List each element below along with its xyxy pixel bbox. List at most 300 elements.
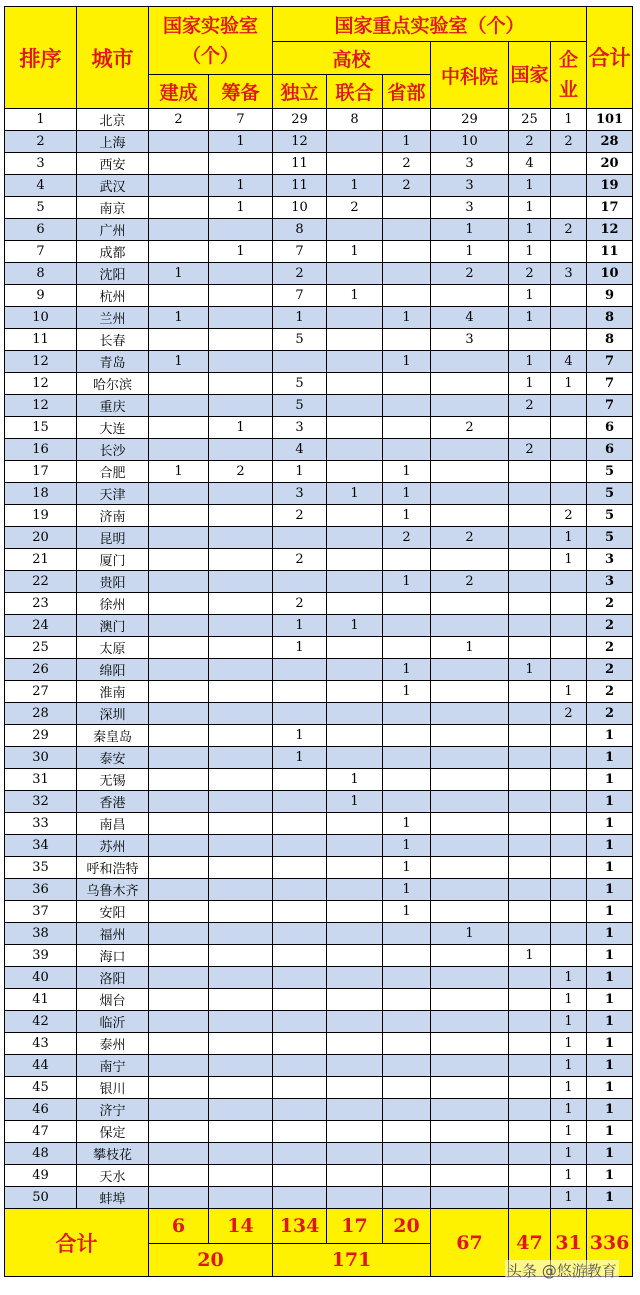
cell-independent: 1 [273,307,327,329]
cell-cas [431,461,509,483]
cell-city: 徐州 [77,593,149,615]
cell-enterprise [551,879,587,901]
cell-national [509,769,551,791]
table-row [5,131,633,153]
cell-city: 长沙 [77,439,149,461]
cell-joint [327,747,383,769]
cell-city: 苏州 [77,835,149,857]
table-row [5,395,633,417]
cell-independent: 3 [273,483,327,505]
cell-joint [327,1077,383,1099]
cell-rank: 31 [5,769,77,791]
cell-built [149,637,209,659]
cell-enterprise: 1 [551,989,587,1011]
cell-enterprise [551,395,587,417]
cell-provincial: 1 [383,461,431,483]
header-enterprise: 企业 [551,42,587,109]
table-row [5,527,633,549]
cell-rank: 19 [5,505,77,527]
cell-joint [327,813,383,835]
cell-cas: 3 [431,153,509,175]
cell-rank: 10 [5,307,77,329]
cell-total: 1 [587,791,633,813]
cell-total: 3 [587,549,633,571]
cell-independent [273,1011,327,1033]
cell-cas: 2 [431,417,509,439]
cell-built [149,989,209,1011]
cell-national: 2 [509,395,551,417]
cell-city: 天水 [77,1165,149,1187]
cell-national [509,857,551,879]
cell-cas [431,747,509,769]
cell-preparing [209,593,273,615]
cell-enterprise [551,747,587,769]
cell-built [149,219,209,241]
footer-joint: 17 [327,1209,383,1244]
cell-provincial [383,1165,431,1187]
cell-preparing [209,813,273,835]
cell-preparing [209,527,273,549]
cell-provincial [383,769,431,791]
cell-built [149,1143,209,1165]
cell-independent [273,857,327,879]
cell-national [509,615,551,637]
table-row [5,417,633,439]
cell-national [509,1121,551,1143]
cell-total: 8 [587,329,633,351]
cell-total: 5 [587,461,633,483]
cell-city: 成都 [77,241,149,263]
cell-cas [431,285,509,307]
cell-city: 合肥 [77,461,149,483]
cell-provincial [383,373,431,395]
header-city: 城市 [77,7,149,109]
cell-built [149,901,209,923]
cell-enterprise: 1 [551,1055,587,1077]
cell-independent: 1 [273,725,327,747]
cell-enterprise [551,175,587,197]
cell-total: 19 [587,175,633,197]
cell-rank: 22 [5,571,77,593]
cell-provincial: 2 [383,175,431,197]
cell-enterprise [551,857,587,879]
table-row [5,901,633,923]
cell-total: 1 [587,769,633,791]
cell-city: 海口 [77,945,149,967]
table-row [5,593,633,615]
header-independent: 独立 [273,75,327,109]
cell-independent: 4 [273,439,327,461]
cell-cas: 10 [431,131,509,153]
cell-city: 秦皇岛 [77,725,149,747]
cell-national: 1 [509,307,551,329]
cell-city: 天津 [77,483,149,505]
cell-provincial [383,989,431,1011]
cell-cas [431,967,509,989]
cell-total: 1 [587,989,633,1011]
cell-cas: 3 [431,197,509,219]
cell-total: 5 [587,483,633,505]
cell-independent [273,703,327,725]
table-row [5,989,633,1011]
cell-city: 北京 [77,109,149,131]
cell-enterprise [551,197,587,219]
cell-provincial [383,109,431,131]
cell-enterprise [551,417,587,439]
cell-joint [327,153,383,175]
cell-national [509,1055,551,1077]
cell-total: 1 [587,1077,633,1099]
cell-total: 8 [587,307,633,329]
table-row [5,747,633,769]
table-row [5,703,633,725]
cell-provincial [383,1143,431,1165]
cell-provincial [383,329,431,351]
cell-rank: 40 [5,967,77,989]
cell-independent: 2 [273,593,327,615]
header-national-lab: 国家实验室（个） [149,7,273,75]
cell-rank: 28 [5,703,77,725]
cell-preparing [209,835,273,857]
cell-preparing [209,857,273,879]
cell-independent [273,659,327,681]
table-row [5,637,633,659]
cell-joint [327,549,383,571]
table-row [5,197,633,219]
table-row [5,945,633,967]
cell-built: 1 [149,307,209,329]
cell-total: 7 [587,351,633,373]
cell-national [509,1077,551,1099]
cell-independent: 2 [273,549,327,571]
table-row [5,1143,633,1165]
cell-provincial [383,241,431,263]
header-key-lab: 国家重点实验室（个） [273,7,587,42]
cell-built [149,1165,209,1187]
cell-independent [273,571,327,593]
cell-independent: 2 [273,505,327,527]
cell-enterprise [551,461,587,483]
cell-enterprise [551,593,587,615]
cell-preparing: 1 [209,241,273,263]
cell-cas [431,769,509,791]
cell-built [149,285,209,307]
cell-city: 济南 [77,505,149,527]
cell-joint [327,703,383,725]
cell-city: 蚌埠 [77,1187,149,1209]
cell-cas [431,989,509,1011]
cell-preparing [209,1099,273,1121]
cell-cas [431,505,509,527]
cell-cas: 1 [431,637,509,659]
cell-cas [431,879,509,901]
cell-joint: 8 [327,109,383,131]
cell-total: 5 [587,505,633,527]
footer-label: 合计 [5,1209,149,1277]
cell-enterprise [551,307,587,329]
cell-built [149,945,209,967]
cell-city: 厦门 [77,549,149,571]
cell-provincial [383,593,431,615]
cell-provincial [383,1077,431,1099]
cell-city: 临沂 [77,1011,149,1033]
cell-built [149,791,209,813]
cell-preparing [209,285,273,307]
cell-total: 10 [587,263,633,285]
cell-enterprise: 1 [551,1011,587,1033]
cell-preparing [209,439,273,461]
cell-independent [273,1033,327,1055]
cell-independent: 1 [273,615,327,637]
cell-city: 呼和浩特 [77,857,149,879]
cell-total: 2 [587,659,633,681]
cell-cas [431,351,509,373]
cell-provincial: 1 [383,131,431,153]
cell-enterprise [551,241,587,263]
cell-joint [327,527,383,549]
cell-preparing [209,329,273,351]
cell-rank: 5 [5,197,77,219]
cell-joint [327,571,383,593]
cell-cas [431,945,509,967]
footer-preparing: 14 [209,1209,273,1244]
table-row [5,1121,633,1143]
cell-cas [431,395,509,417]
cell-total: 1 [587,813,633,835]
cell-preparing [209,219,273,241]
cell-built [149,395,209,417]
cell-independent [273,769,327,791]
cell-enterprise: 3 [551,263,587,285]
lab-ranking-table [4,6,633,1277]
cell-rank: 36 [5,879,77,901]
cell-rank: 2 [5,131,77,153]
table-row [5,659,633,681]
cell-rank: 1 [5,109,77,131]
cell-city: 福州 [77,923,149,945]
cell-total: 6 [587,417,633,439]
cell-rank: 32 [5,791,77,813]
cell-total: 1 [587,835,633,857]
cell-national: 1 [509,945,551,967]
cell-provincial: 1 [383,483,431,505]
cell-independent [273,1143,327,1165]
cell-enterprise [551,153,587,175]
cell-provincial: 1 [383,901,431,923]
cell-independent: 7 [273,241,327,263]
cell-enterprise: 1 [551,681,587,703]
cell-preparing [209,791,273,813]
cell-city: 上海 [77,131,149,153]
cell-built [149,505,209,527]
cell-national [509,549,551,571]
cell-provincial: 2 [383,153,431,175]
cell-cas: 2 [431,527,509,549]
cell-cas [431,615,509,637]
cell-cas: 1 [431,923,509,945]
cell-provincial [383,1011,431,1033]
cell-cas [431,1165,509,1187]
cell-rank: 41 [5,989,77,1011]
cell-joint [327,681,383,703]
cell-built [149,703,209,725]
cell-joint [327,461,383,483]
cell-enterprise [551,945,587,967]
cell-city: 重庆 [77,395,149,417]
cell-preparing [209,615,273,637]
cell-total: 7 [587,395,633,417]
cell-total: 2 [587,615,633,637]
cell-provincial: 1 [383,505,431,527]
cell-enterprise [551,769,587,791]
cell-preparing [209,989,273,1011]
cell-built [149,1187,209,1209]
cell-built [149,1011,209,1033]
cell-joint [327,967,383,989]
cell-cas [431,549,509,571]
cell-enterprise: 2 [551,505,587,527]
cell-built: 1 [149,263,209,285]
cell-rank: 50 [5,1187,77,1209]
cell-cas [431,791,509,813]
cell-total: 1 [587,1099,633,1121]
cell-rank: 38 [5,923,77,945]
cell-rank: 8 [5,263,77,285]
cell-enterprise: 2 [551,703,587,725]
cell-preparing [209,307,273,329]
cell-independent: 5 [273,395,327,417]
cell-city: 银川 [77,1077,149,1099]
cell-enterprise: 4 [551,351,587,373]
cell-rank: 34 [5,835,77,857]
cell-cas [431,1143,509,1165]
cell-provincial [383,923,431,945]
cell-city: 无锡 [77,769,149,791]
cell-joint: 2 [327,197,383,219]
cell-enterprise: 2 [551,131,587,153]
cell-rank: 48 [5,1143,77,1165]
cell-built [149,439,209,461]
table-row [5,725,633,747]
cell-city: 深圳 [77,703,149,725]
cell-national [509,1165,551,1187]
cell-independent: 1 [273,747,327,769]
cell-total: 2 [587,681,633,703]
cell-built [149,725,209,747]
cell-total: 1 [587,747,633,769]
cell-joint [327,505,383,527]
cell-preparing [209,373,273,395]
cell-enterprise: 1 [551,1187,587,1209]
cell-city: 攀枝花 [77,1143,149,1165]
footer-cas: 67 [431,1209,509,1277]
table-row [5,219,633,241]
cell-preparing: 1 [209,197,273,219]
table-row [5,1099,633,1121]
cell-preparing [209,1011,273,1033]
cell-national: 1 [509,285,551,307]
cell-joint [327,351,383,373]
table-row [5,241,633,263]
cell-independent [273,901,327,923]
cell-built [149,1099,209,1121]
table-row [5,615,633,637]
cell-total: 1 [587,923,633,945]
cell-cas [431,1077,509,1099]
cell-built [149,1033,209,1055]
cell-joint: 1 [327,241,383,263]
cell-cas: 29 [431,109,509,131]
cell-provincial: 1 [383,351,431,373]
cell-enterprise: 1 [551,1033,587,1055]
cell-joint [327,593,383,615]
table-row [5,461,633,483]
cell-preparing [209,1033,273,1055]
table-row [5,109,633,131]
cell-preparing: 7 [209,109,273,131]
cell-independent [273,989,327,1011]
table-row [5,307,633,329]
cell-city: 南宁 [77,1055,149,1077]
cell-rank: 33 [5,813,77,835]
cell-city: 兰州 [77,307,149,329]
cell-independent [273,1077,327,1099]
cell-preparing [209,637,273,659]
cell-built [149,813,209,835]
cell-city: 泰州 [77,1033,149,1055]
cell-provincial [383,1121,431,1143]
table-row [5,285,633,307]
cell-preparing [209,967,273,989]
cell-enterprise [551,571,587,593]
cell-enterprise: 1 [551,373,587,395]
header-provincial: 省部 [383,75,431,109]
table-row [5,549,633,571]
footer-independent: 134 [273,1209,327,1244]
header-built: 建成 [149,75,209,109]
cell-total: 1 [587,1055,633,1077]
cell-national [509,417,551,439]
cell-rank: 39 [5,945,77,967]
cell-independent [273,1099,327,1121]
cell-preparing [209,901,273,923]
cell-preparing [209,571,273,593]
cell-rank: 18 [5,483,77,505]
cell-independent [273,1165,327,1187]
cell-joint [327,857,383,879]
cell-joint [327,263,383,285]
cell-built [149,879,209,901]
cell-cas: 1 [431,219,509,241]
cell-national [509,791,551,813]
cell-independent: 11 [273,175,327,197]
cell-national: 2 [509,439,551,461]
cell-provincial [383,219,431,241]
cell-enterprise [551,791,587,813]
cell-city: 济宁 [77,1099,149,1121]
cell-enterprise [551,615,587,637]
cell-built [149,615,209,637]
cell-built: 1 [149,351,209,373]
cell-city: 烟台 [77,989,149,1011]
cell-national: 25 [509,109,551,131]
cell-built [149,593,209,615]
cell-independent [273,879,327,901]
cell-rank: 12 [5,395,77,417]
cell-provincial [383,549,431,571]
cell-joint: 1 [327,791,383,813]
cell-city: 南京 [77,197,149,219]
